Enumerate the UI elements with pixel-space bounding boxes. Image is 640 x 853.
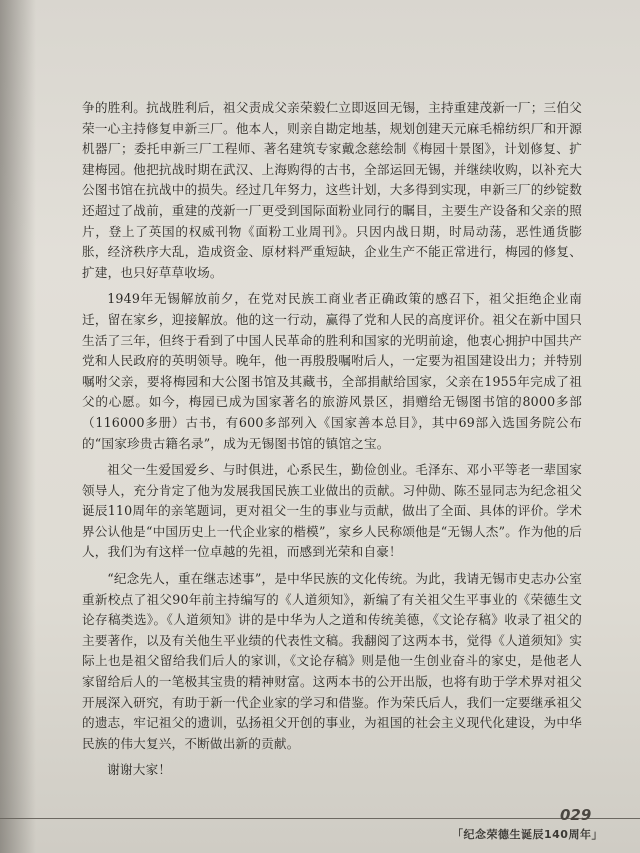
- paragraph-4: “纪念先人，重在继志述事”，是中华民族的文化传统。为此，我请无锡市史志办公室重新校点了祖父90年前主持编写的《人道须知》，新编了有关祖父生平事业的《荣德生文论存稿类选》。《人道须知》讲的是中华为人之道和传统美德，《文论存稿》收录了祖父的主要著作，以及有关他生平业绩的代表性文稿。我翻阅了这两本书，觉得《人道须知》实际上也是祖父留给我们后人的家训，《文论存稿》则是他一生创业奋斗的家史，是他老人家留给后人的一笔极其宝贵的精神财富。这两本书的公开出版，也将有助于学术界对祖父开展深入研究，有助于新一代企业家的学习和借鉴。作为荣氏后人，我们一定要继承祖父的遗志，牢记祖父的遗训，弘扬祖父开创的事业，为祖国的社会主义现代化建设，为中华民族的伟大复兴，不断做出新的贡献。: [82, 571, 582, 751]
- body-text: [82, 98, 582, 787]
- paragraph-closing: 谢谢大家！: [107, 762, 172, 778]
- paragraph-2: 1949年无锡解放前夕，在党对民族工商业者正确政策的感召下，祖父拒绝企业南迁，留在家乡，迎接解放。他的这一行动，赢得了党和人民的高度评价。祖父在新中国只生活了三年，但终于看到了中国人民革命的胜利和国家的光明前途，他衷心拥护中国共产党和人民政府的英明领导。晚年，他一再殷殷嘱咐后人，一定要为祖国建设出力；并特别嘱咐父亲，要将梅园和大公图书馆及其藏书，全部捐献给国家，父亲在1955年完成了祖父的心愿。如今，梅园已成为国家著名的旅游风景区，捐赠给无锡图书馆的8000多部（116000多册）古书，有600多部列入《国家善本总目》，其中69部入选国务院公布的“国家珍贵古籍名录”，成为无锡图书馆的镇馆之宝。: [82, 291, 582, 451]
- footer-divider: [0, 818, 640, 819]
- page-number: 029: [560, 806, 592, 824]
- footer-caption: 「纪念荣德生诞辰140周年」: [452, 828, 603, 841]
- paragraph-1: 争的胜利。抗战胜利后，祖父责成父亲荣毅仁立即返回无锡，主持重建茂新一厂；三伯父荣一心主持修复申新三厂。他本人，则亲自勘定地基，规划创建天元麻毛棉纺织厂和开源机器厂；委托申新三厂工程师、著名建筑专家戴念慈绘制《梅园十景图》，计划修复、扩建梅园。他把抗战时期在武汉、上海购得的古书，全部运回无锡，并继续收购，以补充大公图书馆在抗战中的损失。经过几年努力，这些计划，大多得到实现，申新三厂的纱锭数还超过了战前，重建的茂新一厂更受到国际面粉业同行的瞩目，主要生产设备和父亲的照片，登上了英国的权威刊物《面粉工业周刊》。只因内战日期，时局动荡，恶性通货膨胀，经济秩序大乱，造成资金、原材料严重短缺，企业生产不能正常进行，梅园的修复、扩建，也只好草草收场。: [82, 100, 582, 280]
- page-shadow: [0, 0, 36, 853]
- paragraph-3: 祖父一生爱国爱乡、与时俱进，心系民生，勤俭创业。毛泽东、邓小平等老一辈国家领导人，充分肯定了他为发展我国民族工业做出的贡献。习仲勋、陈丕显同志为纪念祖父诞辰110周年的亲笔题词，更对祖父一生的事业与贡献，做出了全面、具体的评价。学术界公认他是“中国历史上一代企业家的楷模”，家乡人民称颂他是“无锡人杰”。作为他的后人，我们为有这样一位卓越的先祖，而感到光荣和自豪！: [82, 462, 582, 560]
